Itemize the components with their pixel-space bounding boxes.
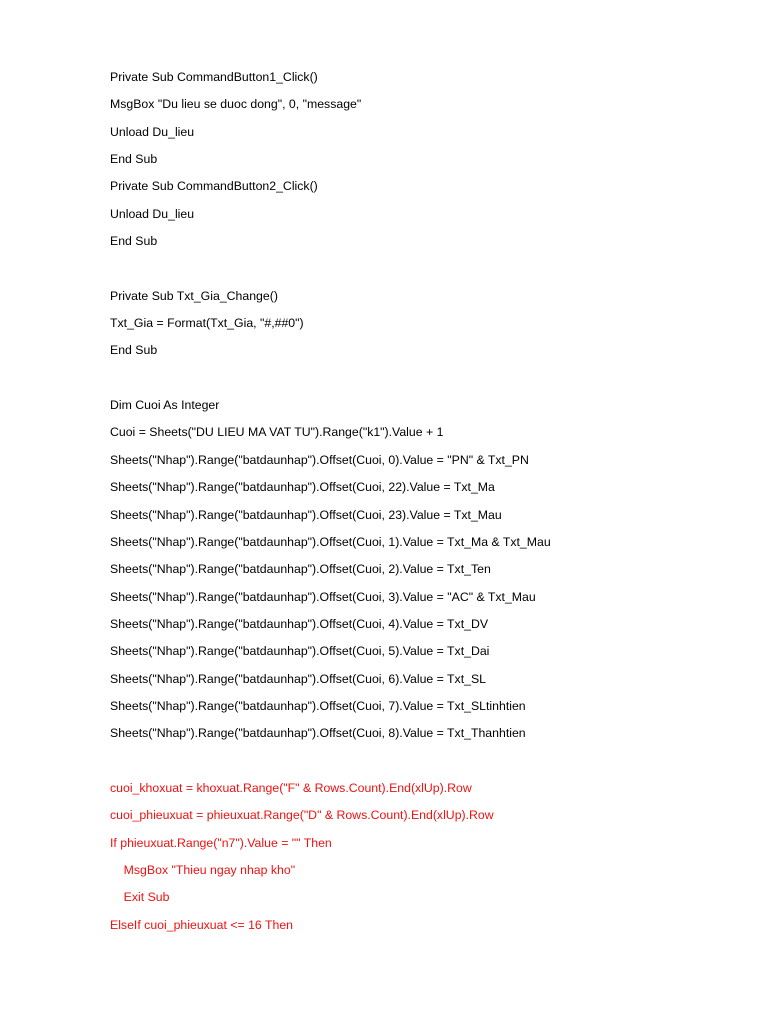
code-line: Txt_Gia = Format(Txt_Gia, "#,##0"): [110, 316, 304, 331]
code-line: End Sub: [110, 152, 158, 167]
code-line: Exit Sub: [110, 890, 170, 905]
code-line: Sheets("Nhap").Range("batdaunhap").Offset(Cuoi, 23).Value = Txt_Mau: [110, 507, 502, 522]
code-line: cuoi_phieuxuat = phieuxuat.Range("D" & Rows.Count).End(xlUp).Row: [110, 808, 494, 823]
code-line: Private Sub Txt_Gia_Change(): [110, 288, 278, 303]
code-line: Unload Du_lieu: [110, 124, 195, 139]
code-line: Sheets("Nhap").Range("batdaunhap").Offset(Cuoi, 4).Value = Txt_DV: [110, 616, 489, 631]
code-line: Dim Cuoi As Integer: [110, 398, 220, 413]
blank-line: [110, 750, 750, 777]
code-line: Sheets("Nhap").Range("batdaunhap").Offset(Cuoi, 2).Value = Txt_Ten: [110, 562, 491, 577]
code-line: Sheets("Nhap").Range("batdaunhap").Offset(Cuoi, 3).Value = "AC" & Txt_Mau: [110, 589, 536, 604]
code-line: Private Sub CommandButton2_Click(): [110, 179, 318, 194]
code-line: Sheets("Nhap").Range("batdaunhap").Offset(Cuoi, 5).Value = Txt_Dai: [110, 644, 490, 659]
code-line: Sheets("Nhap").Range("batdaunhap").Offset(Cuoi, 22).Value = Txt_Ma: [110, 480, 495, 495]
vba-code-block: [110, 66, 750, 941]
code-line: MsgBox "Thieu ngay nhap kho": [110, 862, 296, 877]
code-line: Sheets("Nhap").Range("batdaunhap").Offset(Cuoi, 1).Value = Txt_Ma & Txt_Mau: [110, 534, 551, 549]
blank-line: [110, 257, 750, 284]
code-line: End Sub: [110, 234, 158, 249]
blank-line: [110, 367, 750, 394]
code-line: Private Sub CommandButton1_Click(): [110, 70, 318, 84]
code-line: cuoi_khoxuat = khoxuat.Range("F" & Rows.Count).End(xlUp).Row: [110, 780, 472, 795]
code-line: Cuoi = Sheets("DU LIEU MA VAT TU").Range("k1").Value + 1: [110, 425, 444, 440]
code-line: Sheets("Nhap").Range("batdaunhap").Offset(Cuoi, 6).Value = Txt_SL: [110, 671, 486, 686]
code-line: Unload Du_lieu: [110, 206, 195, 221]
code-line: If phieuxuat.Range("n7").Value = "" Then: [110, 835, 332, 850]
code-line: Sheets("Nhap").Range("batdaunhap").Offset(Cuoi, 7).Value = Txt_SLtinhtien: [110, 698, 526, 713]
code-line: Sheets("Nhap").Range("batdaunhap").Offset(Cuoi, 0).Value = "PN" & Txt_PN: [110, 452, 529, 467]
code-line: ElseIf cuoi_phieuxuat <= 16 Then: [110, 917, 293, 932]
code-line: Sheets("Nhap").Range("batdaunhap").Offset(Cuoi, 8).Value = Txt_Thanhtien: [110, 726, 526, 741]
code-line: End Sub: [110, 343, 158, 358]
code-line: MsgBox "Du lieu se duoc dong", 0, "message": [110, 97, 362, 112]
